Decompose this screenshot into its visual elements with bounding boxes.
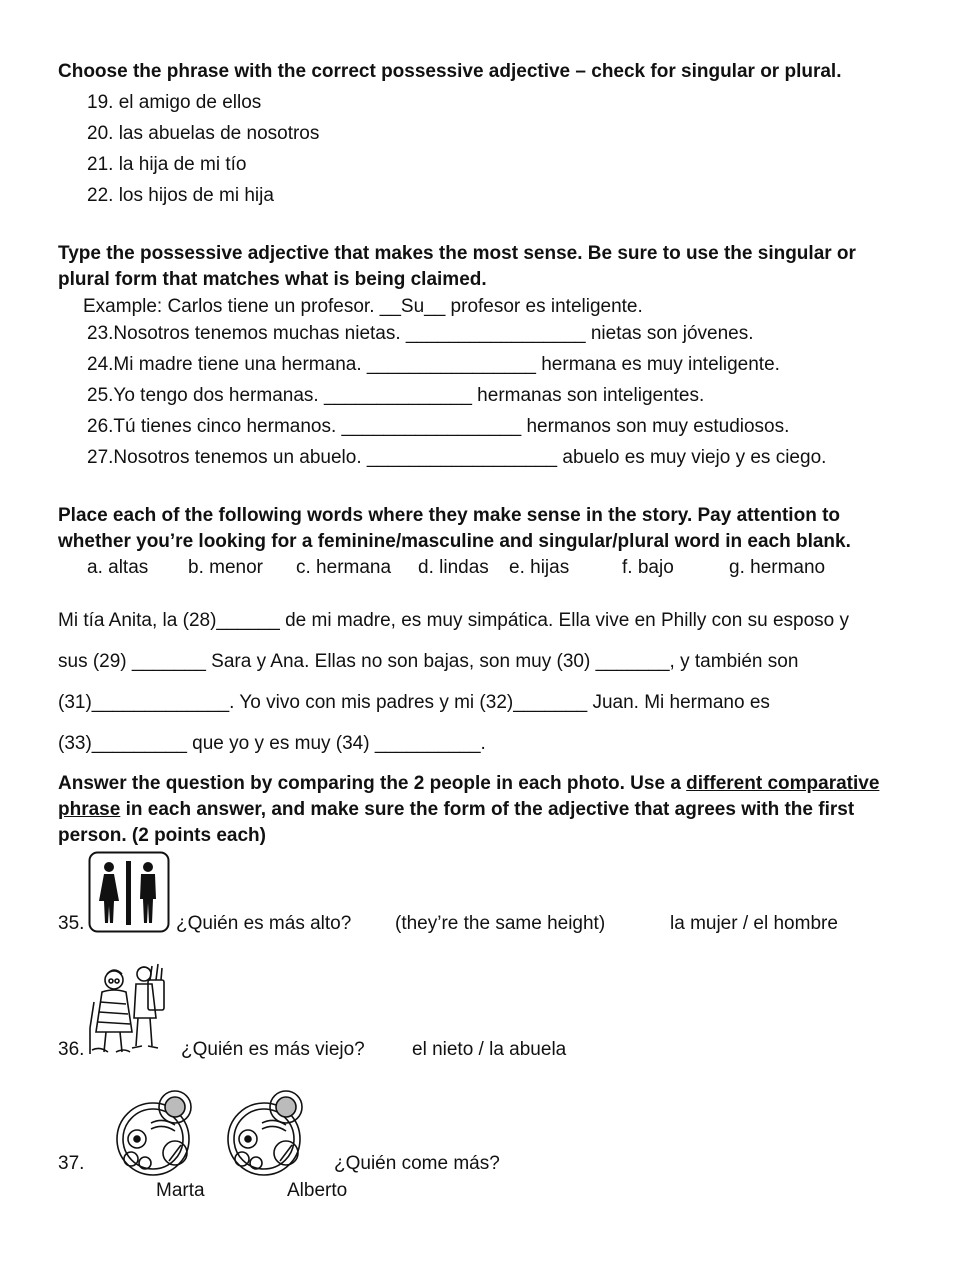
word-bank-item: c. hermana [296, 557, 392, 578]
name-marta: Marta [156, 1180, 205, 1201]
word-bank-item: b. menor [188, 557, 263, 578]
word-bank-item: g. hermano [729, 557, 826, 578]
question-21: 21. la hija de mi tío [87, 154, 247, 175]
story-line-4: (33)_________ que yo y es muy (34) __________. [58, 733, 486, 754]
section4-instruction-line1: Answer the question by comparing the 2 people in each photo. Use a different comparative [58, 773, 880, 794]
question-35-text: ¿Quién es más alto? [176, 913, 352, 934]
question-35-note: (they’re the same height) [395, 913, 606, 934]
question-26: 26.Tú tienes cinco hermanos. _________________ hermanos son muy estudiosos. [87, 416, 790, 437]
word-bank-item: f. bajo [622, 557, 674, 578]
story-line-3: (31)_____________. Yo vivo con mis padres y mi (32)_______ Juan. Mi hermano es [58, 692, 770, 713]
question-35-number: 35. [58, 913, 85, 934]
question-22: 22. los hijos de mi hija [87, 185, 274, 206]
story-line-1: Mi tía Anita, la (28)______ de mi madre, es muy simpática. Ella vive en Philly con su esposo y [58, 610, 849, 631]
grandmother-grandson-illustration [86, 962, 172, 1060]
question-37-text: ¿Quién come más? [334, 1153, 500, 1174]
question-37-number: 37. [58, 1153, 85, 1174]
word-bank-item: a. altas [87, 557, 149, 578]
section1-instruction: Choose the phrase with the correct possessive adjective – check for singular or plural. [58, 61, 842, 82]
section3-instruction-line2: whether you’re looking for a feminine/masculine and singular/plural word in each blank. [58, 531, 851, 552]
question-35-options: la mujer / el hombre [670, 913, 838, 934]
story-line-2: sus (29) _______ Sara y Ana. Ellas no son bajas, son muy (30) _______, y también son [58, 651, 799, 672]
question-20: 20. las abuelas de nosotros [87, 123, 320, 144]
section3-instruction-line1: Place each of the following words where they make sense in the story. Pay attention to [58, 505, 841, 526]
section4-instruction-line2: phrase in each answer, and make sure the form of the adjective that agrees with the first [58, 799, 855, 820]
section2-instruction-line1: Type the possessive adjective that makes the most sense. Be sure to use the singular or [58, 243, 856, 264]
question-36-text: ¿Quién es más viejo? [181, 1039, 365, 1060]
question-36-number: 36. [58, 1039, 85, 1060]
question-23: 23.Nosotros tenemos muchas nietas. _________________ nietas son jóvenes. [87, 323, 754, 344]
breakfast-plate-illustration [212, 1087, 322, 1177]
section4-instruction-line3: person. (2 points each) [58, 825, 266, 846]
word-bank-item: d. lindas [418, 557, 489, 578]
name-alberto: Alberto [287, 1180, 348, 1201]
section2-instruction-line2: plural form that matches what is being claimed. [58, 269, 487, 290]
question-27: 27.Nosotros tenemos un abuelo. __________________ abuelo es muy viejo y es ciego. [87, 447, 827, 468]
example-sentence: Example: Carlos tiene un profesor. __Su__ profesor es inteligente. [83, 296, 643, 317]
question-36-options: el nieto / la abuela [412, 1039, 567, 1060]
question-25: 25.Yo tengo dos hermanas. ______________ hermanas son inteligentes. [87, 385, 705, 406]
word-bank-item: e. hijas [509, 557, 570, 578]
restroom-sign-icon [88, 851, 170, 933]
question-24: 24.Mi madre tiene una hermana. ________________ hermana es muy inteligente. [87, 354, 780, 375]
breakfast-plate-illustration [101, 1087, 211, 1177]
question-19: 19. el amigo de ellos [87, 92, 262, 113]
